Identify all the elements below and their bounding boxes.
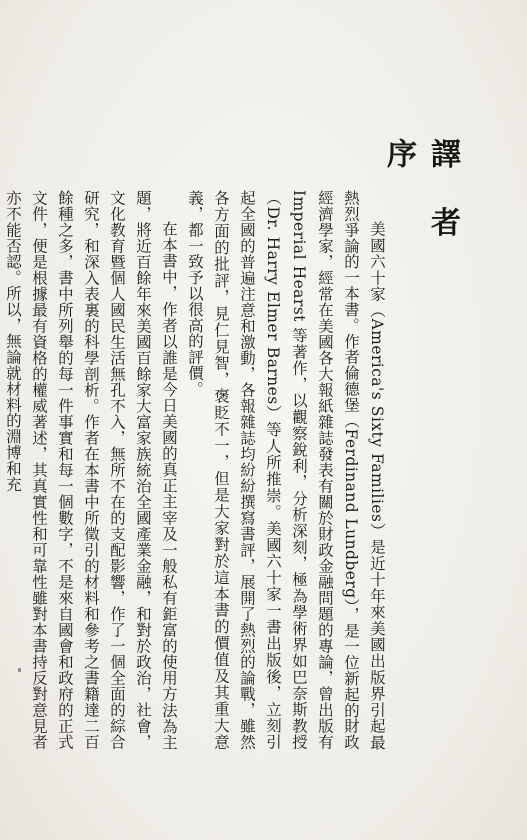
paragraph-intro: 美國六十家（America's Sixty Families）是近十年來美國出版界引起最熱烈爭論的一本書。作者倫德堡（Ferdinand Lundberg），是一位新起的財政經濟學家，經常在美國各大報紙雜誌發表有關於財政金融問題的專論，曾出版有 Imperial Hearst 等著作，以觀察銳利，分析深刻，極為學術界如巴奈斯教授（Dr. Harry Elmer Barnes）等人所推崇。美國六十家一書出版後，立刻引起全國的普遍注意和激動，各報雜誌均紛紛撰寫書評，展開了熱烈的論戰，雖然各方面的批評，見仁見智，褒貶不一，但是大家對於這本書的價值及其重大意義，都一致予以很高的評價。 — [186, 190, 386, 750]
paragraph-content: 在本書中，作者以誰是今日美國的真正主宰及一般私有鉅富的使用方法為主題，將近百餘年來美國百餘家大富家族統治全國產業金融，和對於政治，社會，文化教育暨個人國民生活無孔不入，無所不在的支配影響，作了一個全面的綜合研究，和深入表裏的科學剖析。作者在本書中所徵引的材料和參考之書籍達二百餘種之多，書中所列舉的每一件事實和每一個數字，不是來自國會和政府的正式文件，便是根據最有資格的權威著述，其真實性和可靠性雖對本書持反對意見者亦不能否認。所以，無論就材料的淵博和充 — [4, 190, 178, 750]
preface-body — [4, 190, 394, 750]
page-title: 譯 者 序 — [381, 138, 460, 251]
margin-mark — [18, 668, 21, 672]
